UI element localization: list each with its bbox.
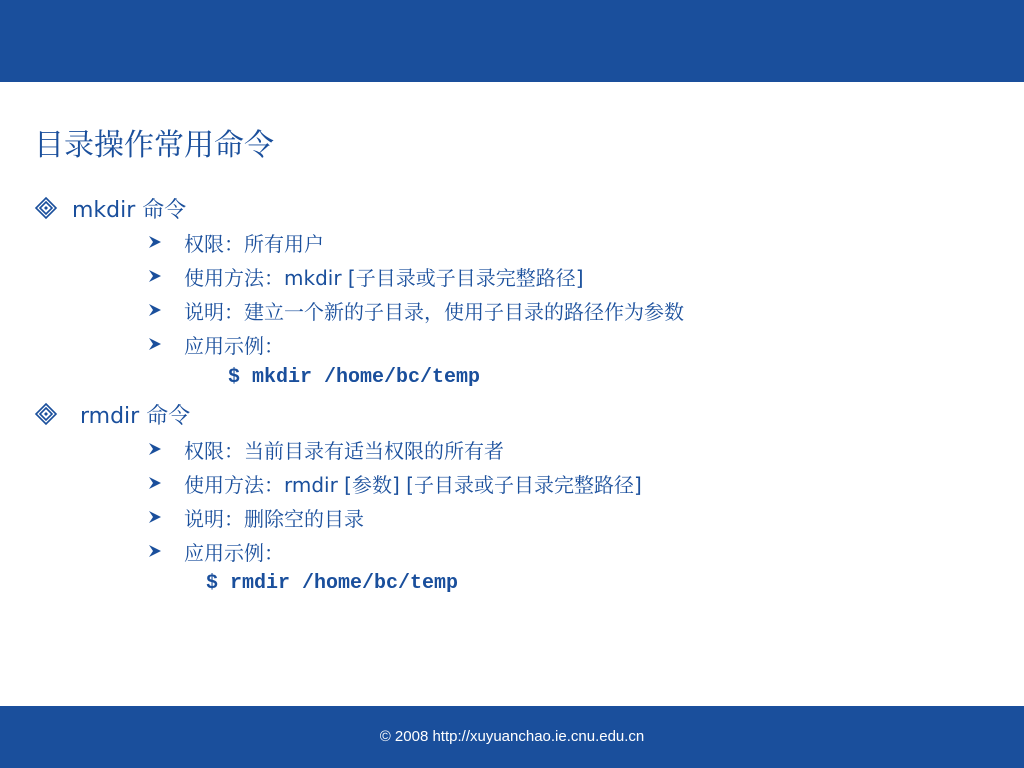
list-item-text: 使用方法：rmdir [参数] [子目录或子目录完整路径] (184, 472, 642, 497)
list-item-text: 应用示例： (184, 540, 284, 565)
list-item (148, 229, 324, 255)
section-heading-mkdir (34, 194, 186, 222)
footer-copyright: © 2008 http://xuyuanchao.ie.cnu.edu.cn (379, 728, 645, 745)
section-heading-rmdir (34, 400, 190, 428)
diamond-bullet-icon (34, 402, 58, 426)
arrowhead-bullet-icon (148, 269, 162, 283)
command-example: $ mkdir /home/bc/temp (228, 366, 481, 389)
arrowhead-bullet-icon (148, 544, 162, 558)
command-example: $ rmdir /home/bc/temp (206, 572, 459, 595)
section-heading-text: rmdir 命令 (80, 403, 191, 429)
arrowhead-bullet-icon (148, 235, 162, 249)
list-item (148, 263, 584, 289)
arrowhead-bullet-icon (148, 337, 162, 351)
list-item (148, 470, 642, 496)
list-item-text: 使用方法：mkdir [子目录或子目录完整路径] (184, 265, 584, 290)
list-item-text: 说明：删除空的目录 (184, 506, 364, 531)
diamond-bullet-icon (34, 196, 58, 220)
list-item-text: 权限：所有用户 (184, 231, 324, 256)
list-item (148, 504, 364, 530)
arrowhead-bullet-icon (148, 510, 162, 524)
list-item (148, 436, 504, 462)
top-banner (0, 0, 1024, 82)
section-heading-text: mkdir 命令 (72, 197, 187, 223)
list-item-text: 应用示例： (184, 333, 284, 358)
arrowhead-bullet-icon (148, 442, 162, 456)
list-item-text: 权限：当前目录有适当权限的所有者 (184, 438, 504, 463)
list-item (148, 297, 684, 323)
arrowhead-bullet-icon (148, 476, 162, 490)
list-item-text: 说明：建立一个新的子目录，使用子目录的路径作为参数 (184, 299, 684, 324)
footer-banner (0, 706, 1024, 768)
arrowhead-bullet-icon (148, 303, 162, 317)
list-item (148, 538, 284, 564)
list-item (148, 331, 284, 357)
slide-title: 目录操作常用命令 (34, 128, 274, 163)
